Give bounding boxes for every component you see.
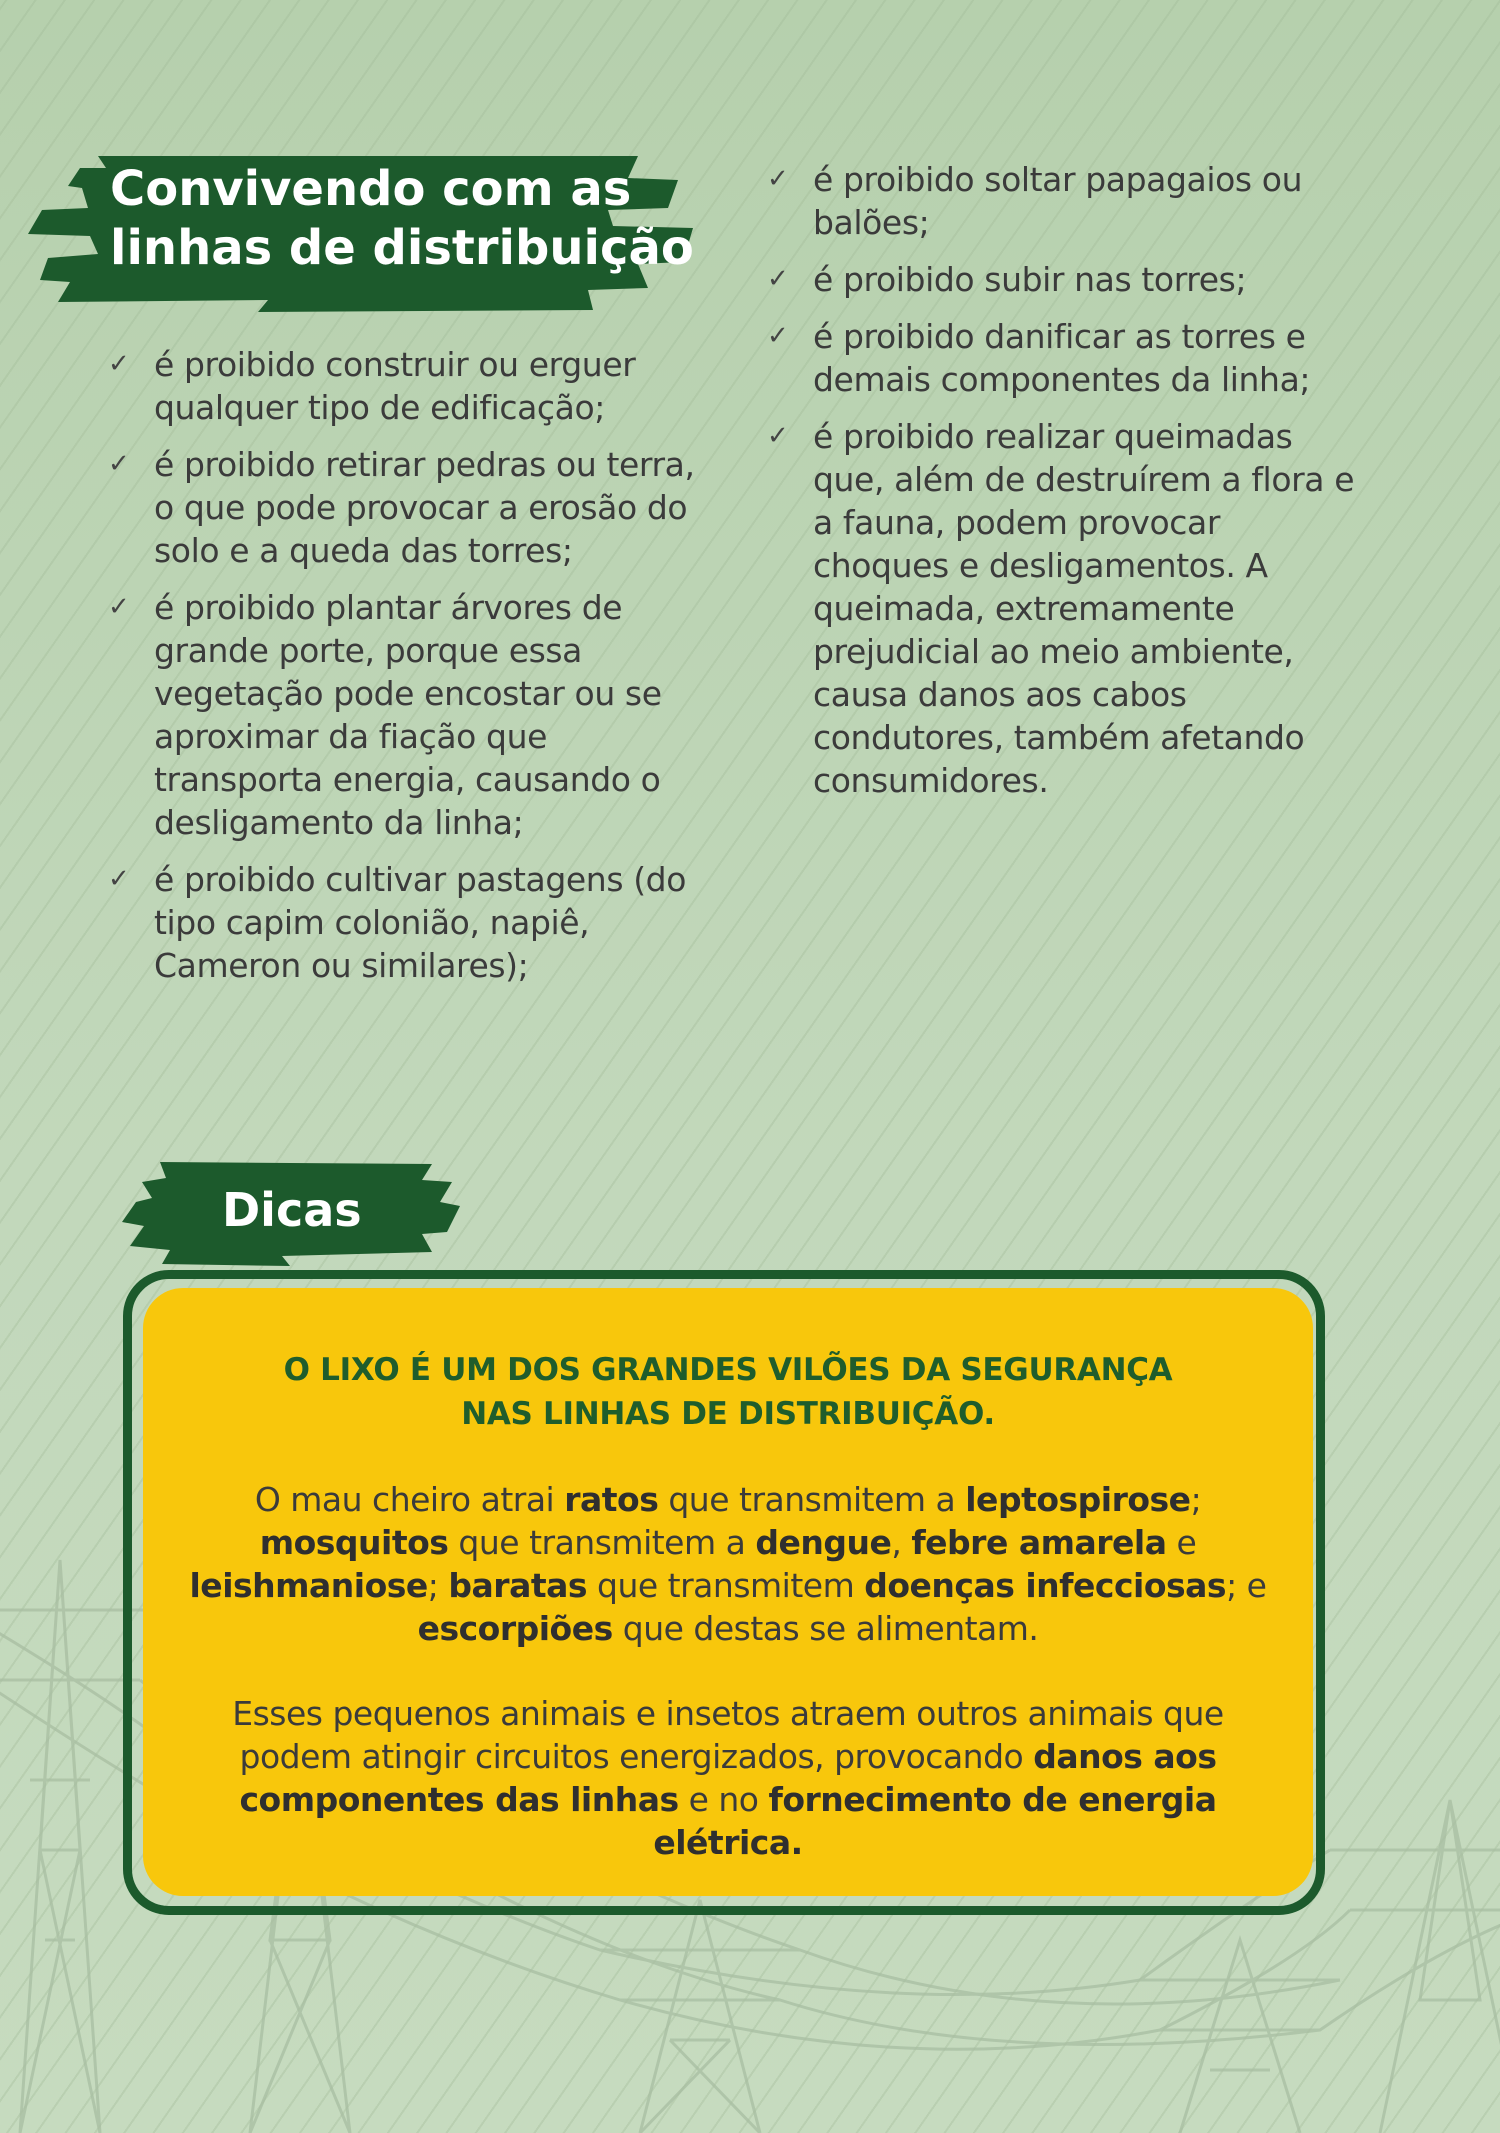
bold-text-run: leptospirose xyxy=(965,1480,1191,1519)
text-run: e xyxy=(1166,1523,1197,1562)
section-title-banner xyxy=(28,150,698,320)
bold-text-run: danos aos xyxy=(1033,1737,1217,1776)
list-item xyxy=(767,315,1357,401)
dicas-title: Dicas xyxy=(222,1183,362,1237)
text-run: , xyxy=(891,1523,912,1562)
dicas-headline-line-2: NAS LINHAS DE DISTRIBUIÇÃO. xyxy=(461,1396,995,1432)
text-line xyxy=(173,1607,1283,1650)
check-icon: ✓ xyxy=(767,264,789,294)
bold-text-run: ratos xyxy=(564,1480,659,1519)
bold-text-run: mosquitos xyxy=(259,1523,449,1562)
dicas-box xyxy=(143,1288,1313,1896)
text-line xyxy=(173,1521,1283,1564)
list-item-text: é proibido plantar árvores de grande porte, porque essa vegetação pode encostar ou se aproximar da fiação que transporta energia, causando o desligamento da linha; xyxy=(154,588,662,842)
check-icon: ✓ xyxy=(108,592,130,622)
text-run: que transmitem xyxy=(587,1566,865,1605)
text-run: que transmitem a xyxy=(448,1523,756,1562)
bold-text-run: baratas xyxy=(448,1566,588,1605)
list-item-text: é proibido subir nas torres; xyxy=(813,260,1247,299)
bold-text-run: febre amarela xyxy=(911,1523,1167,1562)
list-item xyxy=(108,858,708,987)
bold-text-run: componentes das linhas xyxy=(239,1780,679,1819)
text-run: ; xyxy=(427,1566,449,1605)
list-item xyxy=(767,158,1357,244)
text-line xyxy=(173,1478,1283,1521)
dicas-headline xyxy=(173,1348,1283,1436)
list-item xyxy=(767,415,1357,802)
check-icon: ✓ xyxy=(767,421,789,451)
list-item-text: é proibido soltar papagaios ou balões; xyxy=(813,160,1303,242)
text-run: que destas se alimentam. xyxy=(612,1609,1039,1648)
text-run: ; e xyxy=(1226,1566,1267,1605)
text-line: Esses pequenos animais e insetos atraem outros animais que xyxy=(232,1694,1224,1733)
bold-text-run: escorpiões xyxy=(417,1609,613,1648)
section-title-line-2: linhas de distribuição xyxy=(110,219,694,276)
text-run: que transmitem a xyxy=(658,1480,966,1519)
bold-text-run: fornecimento de energia elétrica. xyxy=(653,1780,1217,1862)
right-rules-list xyxy=(767,158,1357,816)
list-item xyxy=(767,258,1357,301)
section-title xyxy=(110,160,694,277)
dicas-headline-line-1: O LIXO É UM DOS GRANDES VILÕES DA SEGURANÇA xyxy=(283,1352,1173,1388)
list-item-text: é proibido construir ou erguer qualquer tipo de edificação; xyxy=(154,345,636,427)
bold-text-run: leishmaniose xyxy=(189,1566,428,1605)
text-run: O mau cheiro atrai xyxy=(254,1480,565,1519)
check-icon: ✓ xyxy=(108,449,130,479)
dicas-title-banner xyxy=(122,1158,462,1268)
text-line xyxy=(173,1778,1283,1864)
check-icon: ✓ xyxy=(767,321,789,351)
section-title-line-1: Convivendo com as xyxy=(110,161,632,217)
text-run: ; xyxy=(1190,1480,1202,1519)
list-item xyxy=(108,443,708,572)
list-item xyxy=(108,343,708,429)
check-icon: ✓ xyxy=(108,864,130,894)
check-icon: ✓ xyxy=(108,349,130,379)
text-line xyxy=(173,1735,1283,1778)
text-run: e no xyxy=(678,1780,769,1819)
list-item-text: é proibido realizar queimadas que, além de destruírem a flora e a fauna, podem provocar choques e desligamentos. A queimada, extremamente prejudicial ao meio ambiente, causa danos aos cabos condutores, também afetando consumidores. xyxy=(813,417,1355,800)
dicas-paragraph-1 xyxy=(173,1478,1283,1650)
text-run: podem atingir circuitos energizados, provocando xyxy=(239,1737,1034,1776)
text-line xyxy=(173,1564,1283,1607)
list-item-text: é proibido retirar pedras ou terra, o que pode provocar a erosão do solo e a queda das torres; xyxy=(154,445,695,570)
list-item xyxy=(108,586,708,844)
bold-text-run: dengue xyxy=(755,1523,892,1562)
bold-text-run: doenças infecciosas xyxy=(864,1566,1227,1605)
check-icon: ✓ xyxy=(767,164,789,194)
list-item-text: é proibido danificar as torres e demais componentes da linha; xyxy=(813,317,1311,399)
list-item-text: é proibido cultivar pastagens (do tipo capim colonião, napiê, Cameron ou similares); xyxy=(154,860,687,985)
dicas-paragraph-2 xyxy=(173,1692,1283,1864)
left-rules-list xyxy=(108,343,708,1001)
